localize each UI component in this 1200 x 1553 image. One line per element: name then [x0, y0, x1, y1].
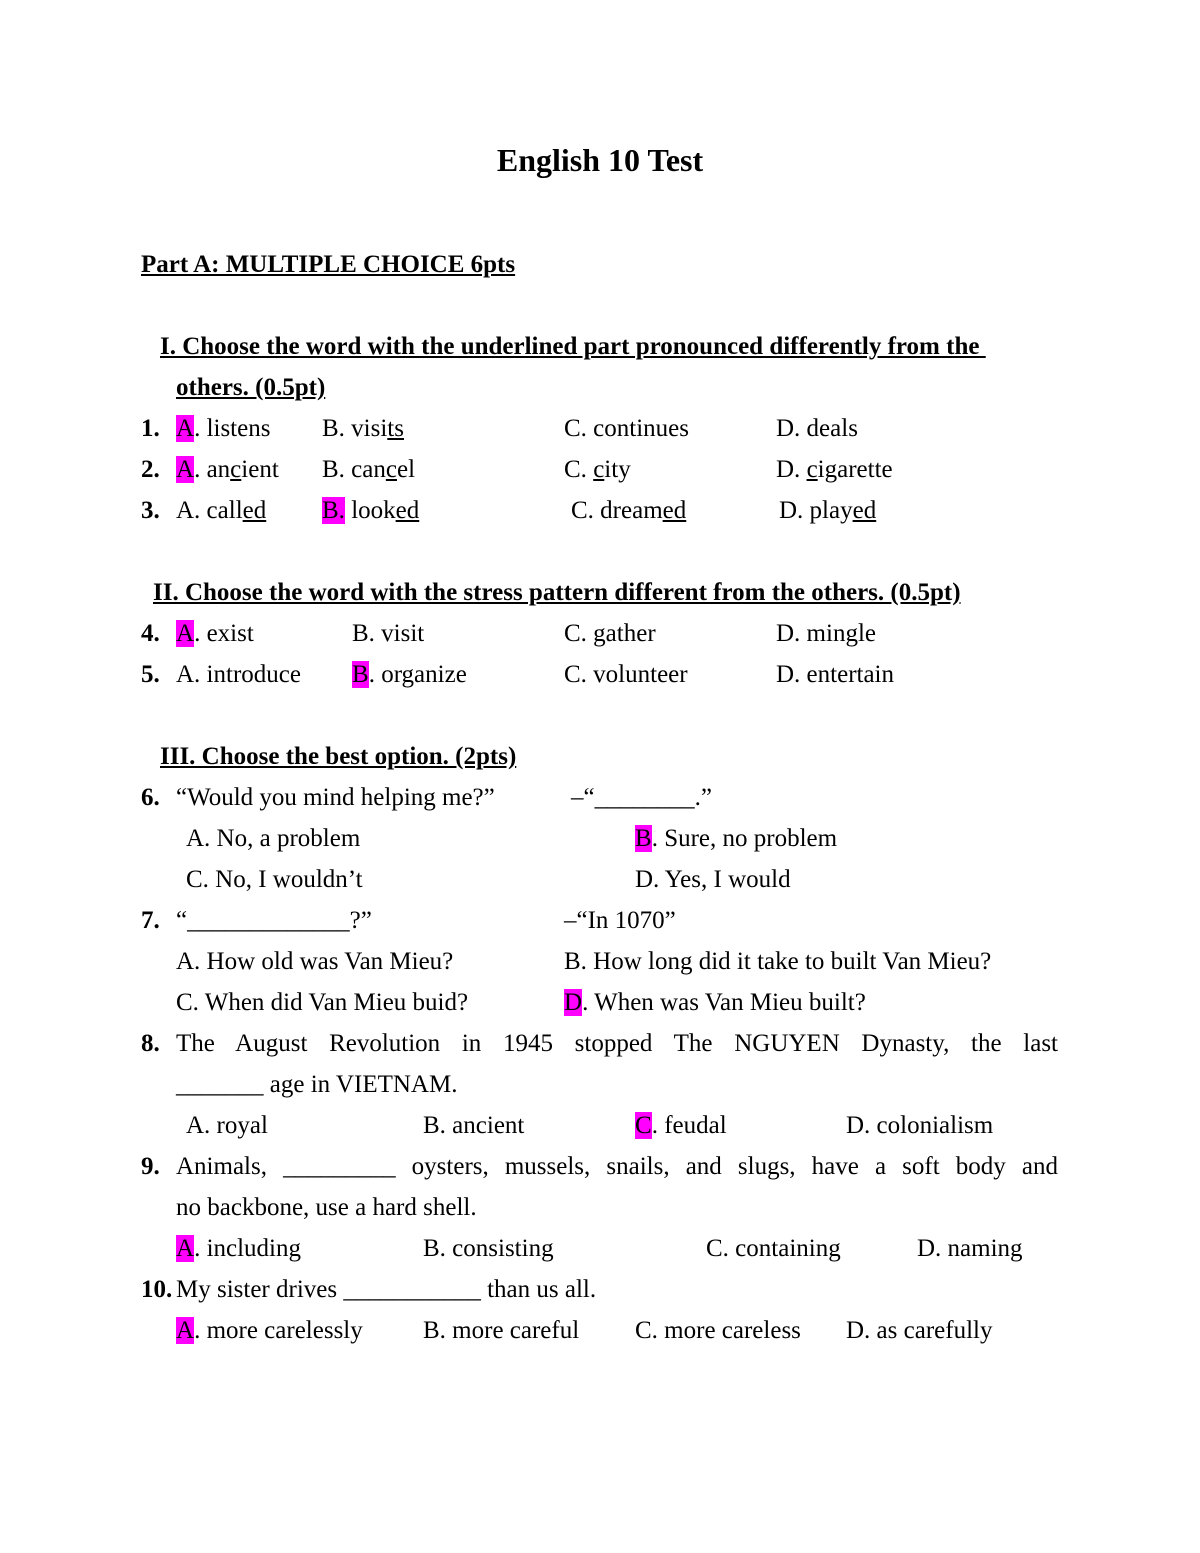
option-a[interactable]: A. introduce: [176, 661, 301, 688]
question-stem: My sister drives ___________ than us all.: [176, 1276, 597, 1303]
question-number: 10.: [141, 1276, 173, 1303]
question-number: 8.: [141, 1030, 160, 1057]
option-b[interactable]: B. organize: [352, 661, 467, 688]
option-a[interactable]: A. including: [176, 1235, 301, 1262]
underlined-part: ed: [662, 497, 687, 524]
section-1-heading: I. Choose the word with the underlined part pronounced differently from the: [160, 333, 986, 360]
option-d[interactable]: D. colonialism: [846, 1112, 994, 1139]
question-stem: The August Revolution in 1945 stopped The NGUYEN Dynasty, the last: [176, 1030, 1058, 1057]
option-c[interactable]: C. gather: [564, 620, 656, 647]
option-a[interactable]: A. royal: [186, 1112, 268, 1139]
question-stem-cont: no backbone, use a hard shell.: [176, 1194, 477, 1221]
underlined-part: c: [385, 456, 397, 483]
question-number: 4.: [141, 620, 160, 647]
option-b[interactable]: B. consisting: [423, 1235, 554, 1262]
underlined-part: ts: [387, 415, 404, 442]
option-b[interactable]: B. visit: [352, 620, 425, 647]
question-number: 6.: [141, 784, 160, 811]
option-c[interactable]: C. more careless: [635, 1317, 801, 1344]
question-reply: –“In 1070”: [564, 907, 676, 934]
underlined-part: ed: [395, 497, 420, 524]
underlined-part: c: [593, 456, 605, 483]
option-d[interactable]: D. naming: [917, 1235, 1023, 1262]
option-b[interactable]: B. How long did it take to built Van Mieu?: [564, 948, 992, 975]
option-a[interactable]: A. listens: [176, 415, 271, 442]
answer-highlight: B.: [322, 497, 345, 524]
question-reply: –“________.”: [571, 784, 712, 811]
option-c[interactable]: C. containing: [706, 1235, 841, 1262]
option-d[interactable]: D. deals: [776, 415, 858, 442]
underlined-part: c: [806, 456, 818, 483]
section-3-heading: III. Choose the best option. (2pts): [160, 743, 517, 770]
section-2-heading: II. Choose the word with the stress pattern different from the others. (0.5pt): [153, 579, 961, 606]
option-d[interactable]: D. as carefully: [846, 1317, 993, 1344]
option-c[interactable]: C. When did Van Mieu buid?: [176, 989, 469, 1016]
question-stem: “Would you mind helping me?”: [176, 784, 495, 811]
option-b[interactable]: B. ancient: [423, 1112, 525, 1139]
option-c[interactable]: C. feudal: [635, 1112, 727, 1139]
question-stem: “_____________?”: [176, 907, 372, 934]
option-c[interactable]: C. volunteer: [564, 661, 688, 688]
option-b[interactable]: B. Sure, no problem: [635, 825, 838, 852]
option-a[interactable]: A. ancient: [176, 456, 279, 483]
question-number: 2.: [141, 456, 160, 483]
question-number: 5.: [141, 661, 160, 688]
option-c[interactable]: C. dreamed: [571, 497, 687, 524]
option-a[interactable]: A. No, a problem: [186, 825, 361, 852]
answer-highlight: C: [635, 1112, 652, 1139]
option-d[interactable]: D. When was Van Mieu built?: [564, 989, 866, 1016]
option-b[interactable]: B. looked: [322, 497, 420, 524]
option-a[interactable]: A. called: [176, 497, 267, 524]
answer-highlight: B: [635, 825, 652, 852]
answer-highlight: A: [176, 620, 195, 647]
answer-highlight: A: [176, 1235, 195, 1262]
option-b[interactable]: B. more careful: [423, 1317, 580, 1344]
part-a-heading: Part A: MULTIPLE CHOICE 6pts: [141, 251, 516, 278]
answer-highlight: A: [176, 415, 195, 442]
option-a[interactable]: A. How old was Van Mieu?: [176, 948, 454, 975]
option-d[interactable]: D. cigarette: [776, 456, 893, 483]
question-number: 1.: [141, 415, 160, 442]
answer-highlight: A: [176, 456, 195, 483]
option-c[interactable]: C. city: [564, 456, 631, 483]
option-d[interactable]: D. mingle: [776, 620, 876, 647]
option-c[interactable]: C. No, I wouldn’t: [186, 866, 363, 893]
underlined-part: c: [230, 456, 242, 483]
option-b[interactable]: B. cancel: [322, 456, 416, 483]
question-number: 7.: [141, 907, 160, 934]
answer-highlight: A: [176, 1317, 195, 1344]
option-b[interactable]: B. visits: [322, 415, 404, 442]
question-number: 3.: [141, 497, 160, 524]
underlined-part: ed: [852, 497, 877, 524]
underlined-part: ed: [242, 497, 267, 524]
page-title: English 10 Test: [496, 142, 704, 178]
section-1-heading-cont: others. (0.5pt): [176, 374, 326, 401]
answer-highlight: D: [564, 989, 583, 1016]
question-number: 9.: [141, 1153, 160, 1180]
option-c[interactable]: C. continues: [564, 415, 689, 442]
option-a[interactable]: A. more carelessly: [176, 1317, 363, 1344]
answer-highlight: B: [352, 661, 369, 688]
question-stem-cont: _______ age in VIETNAM.: [176, 1071, 458, 1098]
option-d[interactable]: D. played: [779, 497, 877, 524]
question-stem: Animals, _________ oysters, mussels, snails, and slugs, have a soft body and: [176, 1153, 1058, 1180]
option-d[interactable]: D. Yes, I would: [635, 866, 791, 893]
option-a[interactable]: A. exist: [176, 620, 254, 647]
option-d[interactable]: D. entertain: [776, 661, 895, 688]
